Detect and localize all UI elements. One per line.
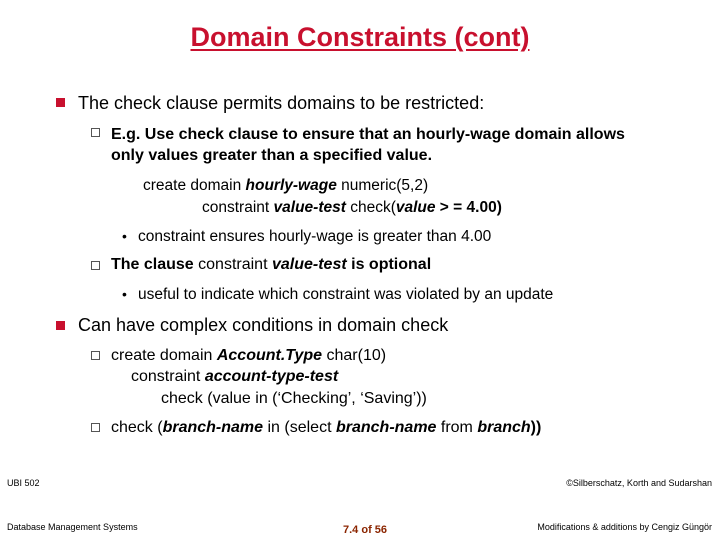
sub-bullet-1-text: E.g. Use check clause to ensure that an hourly-wage domain allows only values greater than a specified value.	[111, 126, 625, 164]
sub-2-b: constraint	[198, 256, 268, 273]
sub-3-l3: check (value in (‘Checking’, ‘Saving’))	[161, 390, 427, 407]
footer-modifications: Modifications & additions by Cengiz Güngör	[537, 522, 712, 532]
code-2-e: > = 4.00)	[435, 199, 502, 216]
sub-2-e: is optional	[346, 256, 432, 273]
bullet-2: Can have complex conditions in domain check	[78, 315, 449, 335]
code-1-a: create domain	[143, 177, 246, 194]
slide-title: Domain Constraints (cont)	[190, 22, 530, 52]
sub-4-c: in (select	[263, 419, 336, 436]
bullet-1-keyword: check	[114, 93, 162, 113]
sub-bullet-4	[111, 419, 541, 437]
code-line-2	[202, 199, 502, 217]
sub-4-d: branch-name	[335, 419, 437, 436]
sub-4-a: check (	[111, 419, 163, 436]
sub-2-a: The clause	[111, 256, 199, 273]
code-2-a: constraint	[202, 199, 274, 216]
bullet-1-text-post: clause permits domains to be restricted:	[161, 93, 485, 113]
sub-bullet-square-icon	[91, 351, 100, 360]
code-1-c: numeric(5,2)	[336, 177, 429, 194]
footer-course-code: UBI 502	[7, 478, 40, 488]
sub-bullet-2	[111, 256, 431, 274]
sub-3-l1-a: create domain	[111, 347, 217, 364]
sub-3-line-3	[161, 390, 427, 408]
bullet-1-text-pre: The	[78, 93, 115, 113]
sub-bullet-square-icon	[91, 261, 100, 270]
sub-3-l1-c: char(10)	[322, 347, 387, 364]
note-1: constraint ensures hourly-wage is greater than 4.00	[138, 228, 492, 245]
dot-bullet-icon: •	[122, 286, 127, 302]
sub-4-g: ))	[530, 419, 542, 436]
sub-4-f: branch	[477, 419, 531, 436]
note-2: useful to indicate which constraint was violated by an update	[138, 286, 554, 303]
footer-copyright: ©Silberschatz, Korth and Sudarshan	[566, 478, 712, 488]
page-number: 7.4 of 56	[343, 524, 388, 536]
code-2-c: check(	[345, 199, 396, 216]
sub-3-l2-b: account-type-test	[204, 368, 339, 385]
sub-2-d: value-test	[271, 256, 347, 273]
sub-bullet-1	[111, 124, 641, 166]
sub-4-e: from	[436, 419, 478, 436]
code-2-b: value-test	[273, 199, 346, 216]
sub-3-line-1	[111, 347, 386, 365]
sub-3-line-2	[131, 368, 338, 386]
sub-bullet-square-icon	[91, 423, 100, 432]
bullet-1	[78, 93, 484, 114]
bullet-square-icon	[56, 98, 65, 107]
bullet-square-icon	[56, 321, 65, 330]
footer-course-name: Database Management Systems	[7, 522, 138, 532]
sub-3-l1-b: Account.Type	[216, 347, 323, 364]
code-2-d: value	[395, 199, 436, 216]
sub-4-b: branch-name	[162, 419, 264, 436]
code-1-b: hourly-wage	[245, 177, 337, 194]
code-line-1	[143, 177, 428, 195]
dot-bullet-icon: •	[122, 228, 127, 244]
sub-bullet-square-icon	[91, 128, 100, 137]
sub-3-l2-a: constraint	[131, 368, 205, 385]
